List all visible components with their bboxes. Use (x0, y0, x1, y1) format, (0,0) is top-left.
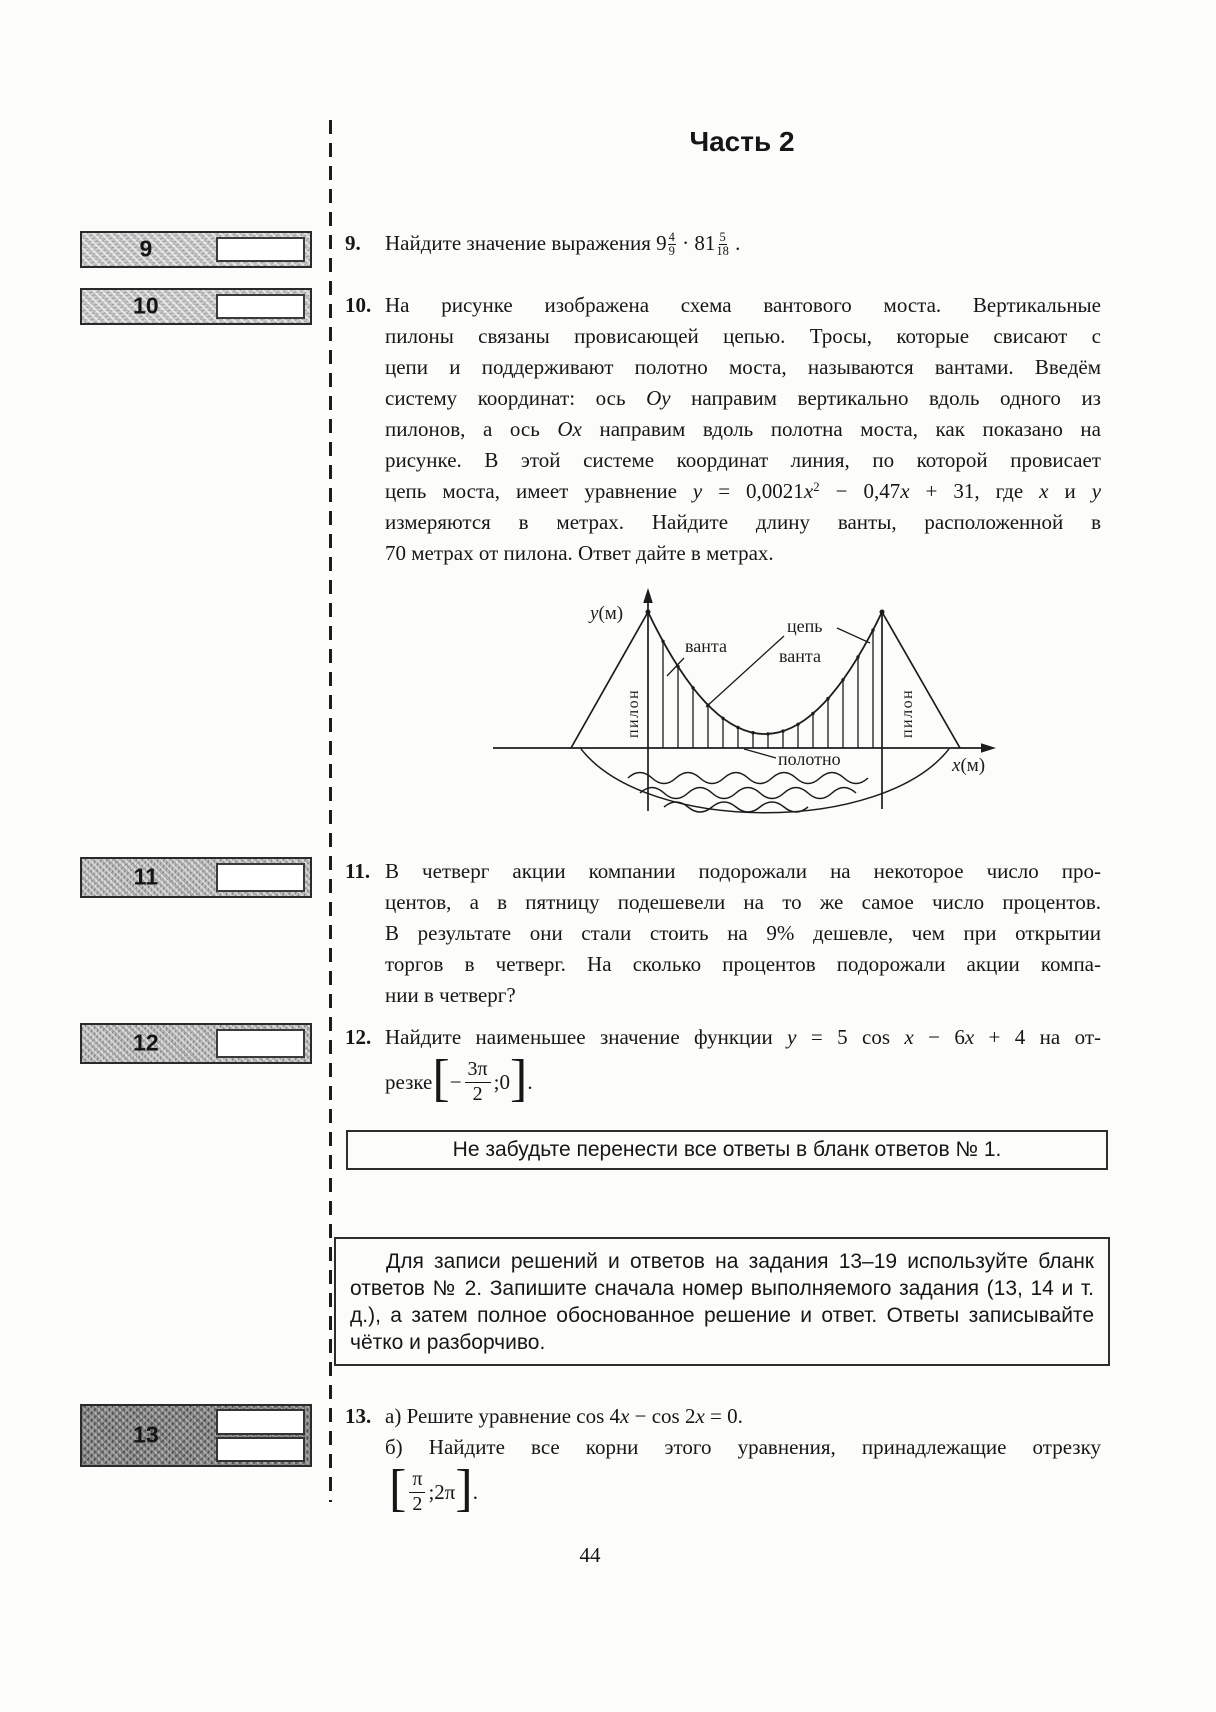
water (581, 749, 949, 813)
math-segment: = 5 cos (796, 1025, 905, 1049)
exponent-fraction (668, 231, 676, 258)
problem-number: 13. (345, 1404, 372, 1428)
line: торгов в четверг. На сколько процентов подорожали акции компа- (385, 952, 1101, 976)
fraction-numerator: 3π (465, 1059, 491, 1083)
interval-end: 2π (434, 1479, 456, 1504)
axis-arrowheads (643, 588, 996, 753)
math-var-y: y (787, 1025, 797, 1049)
math-var-x: x (620, 1404, 630, 1428)
math-var-x: x (695, 1404, 705, 1428)
y-axis-label: y(м) (590, 603, 624, 624)
problem-number: 11. (345, 859, 371, 883)
pylon-left-label: пилон (625, 688, 642, 738)
answer-slot-b (216, 1437, 305, 1463)
math-axis-ox: Ox (557, 417, 582, 441)
text-segment: . (527, 1069, 533, 1094)
problem-number: 12. (345, 1025, 372, 1049)
interval-end: 0 (499, 1069, 510, 1094)
math-base: 9 (656, 231, 667, 255)
answer-slot-a (216, 1409, 305, 1435)
math-segment: Решите уравнение cos 4 (406, 1404, 621, 1428)
chain-pointer-right (837, 628, 870, 643)
answer-box-12 (80, 1023, 312, 1064)
line (385, 476, 1101, 507)
answer-slot (216, 1029, 305, 1058)
answer-slot (216, 294, 305, 319)
interval-row: [ $\frac{\pi}{2}$ ; 2π ] . (389, 1460, 478, 1517)
answer-slot (216, 863, 305, 892)
notice-text: Не забудьте перенести все ответы в бланк ответов № 1. (452, 1138, 1002, 1161)
line (385, 383, 1101, 414)
notice-answers-blank-1 (346, 1130, 1108, 1170)
text-segment: . (472, 1479, 478, 1504)
problem-text (385, 228, 1101, 259)
deck-pointer (744, 749, 776, 758)
line: нии в четверг? (385, 983, 516, 1007)
separator: ; (493, 1069, 500, 1094)
line: центов, а в пятницу подешевели на то же самое число процентов. (385, 890, 1101, 914)
part-a-line (385, 1401, 1101, 1432)
math-segment: = 0. (704, 1404, 743, 1428)
text-segment: и (1048, 479, 1092, 503)
problem-13 (345, 1401, 1101, 1515)
math-axis-oy: Oy (646, 386, 671, 410)
answer-slot-group (216, 1409, 305, 1462)
separator: ; (428, 1479, 435, 1504)
math-segment: − cos 2 (629, 1404, 696, 1428)
answer-box-11 (80, 857, 312, 898)
math-segment: − 0,47 (819, 479, 901, 503)
fraction-numerator: 5 (719, 230, 726, 244)
text-segment: Найдите наименьшее значение функции (385, 1025, 788, 1049)
part-b-line (385, 1432, 1101, 1463)
answer-box-number: 10 (133, 292, 159, 319)
x-axis-arrowhead (981, 743, 996, 752)
answer-box-13 (80, 1404, 312, 1467)
text-segment: резке (385, 1069, 433, 1094)
math-segment: = 0,0021 (702, 479, 804, 503)
bridge-diagram (488, 586, 1018, 846)
problem-text (385, 1022, 1101, 1105)
notice-answers-blank-2: Для записи решений и ответов на задания 13–19 используйте бланк ответов № 2. Запишите сначала номер выполняемого задания (13, 14 и т. д.), а затем полное обоснованное решение и ответ. Ответы записывайте чётко и разборчиво. (334, 1237, 1110, 1366)
text-segment: Найдите значение выражения (385, 231, 657, 255)
problem-text (385, 856, 1101, 1011)
minus-sign: − (449, 1069, 462, 1094)
math-base: 81 (694, 231, 716, 255)
math-var-x: x (904, 1025, 914, 1049)
math-segment: − 6 (913, 1025, 965, 1049)
chain-curve (648, 612, 882, 734)
text-segment: пилонов, а ось (385, 417, 558, 441)
cable-left-label: ванта (685, 636, 727, 656)
deck-label: полотно (778, 749, 841, 769)
math-var-x: x (964, 1025, 975, 1049)
problem-9 (345, 228, 1101, 259)
text-segment: на от- (1025, 1025, 1102, 1049)
part-label: а) (385, 1404, 402, 1428)
wave-1 (628, 773, 868, 784)
answer-box-number: 13 (133, 1421, 159, 1448)
text-segment: , где (974, 479, 1040, 503)
text-segment: направим вертикально вдоль одного из (670, 386, 1101, 410)
chain-label: цепь (787, 616, 823, 636)
text-segment: цепь моста, имеет уравнение (385, 479, 693, 503)
problem-11 (345, 856, 1101, 1011)
math-segment: + 31 (909, 479, 975, 503)
multiplication-dot: · (676, 231, 695, 255)
line: рисунке. В этой системе координат линия, по которой провисает (385, 448, 1101, 472)
problem-12 (345, 1022, 1101, 1105)
text-segment: . (729, 231, 741, 255)
line: В результате они стали стоить на 9% дешевле, чем при открытии (385, 921, 1101, 945)
pylon-right-label: пилон (899, 688, 916, 738)
part-label: б) (385, 1435, 403, 1459)
answer-box-10 (80, 288, 312, 325)
exponent-fraction (716, 231, 729, 258)
fraction-denominator: 2 (472, 1083, 483, 1105)
math-segment: + 4 (974, 1025, 1026, 1049)
x-axis-label: x(м) (952, 755, 986, 776)
problem-number: 9. (345, 231, 361, 255)
problem-text (385, 1401, 1101, 1515)
fraction-numerator: π (409, 1469, 425, 1493)
right-pylon-slant (882, 612, 960, 748)
problem-10 (345, 290, 1101, 569)
wave-2 (640, 788, 856, 799)
line: На рисунке изображена схема вантового моста. Вертикальные (385, 293, 1101, 317)
math-var-x: x (1039, 479, 1049, 503)
answer-box-9 (80, 231, 312, 268)
answer-slot (216, 237, 305, 262)
math-exponent: 2 (813, 479, 820, 494)
line: 70 метрах от пилона. Ответ дайте в метрах. (385, 541, 774, 565)
text-segment: направим вдоль полотна моста, как показано на (581, 417, 1101, 441)
text-segment: Найдите все корни этого уравнения, принадлежащие отрезку (428, 1435, 1101, 1459)
line: В четверг акции компании подорожали на некоторое число про- (385, 859, 1101, 883)
math-var-x: x (900, 479, 910, 503)
math-var-y: y (1091, 479, 1102, 503)
line: цепи и поддерживают полотно моста, называются вантами. Введём (385, 355, 1101, 379)
fraction-denominator: 9 (668, 244, 675, 259)
cable-right-label: ванта (779, 646, 821, 666)
display-fraction (409, 1469, 425, 1515)
math-var-y: y (692, 479, 703, 503)
interval-row: резке [ − $\frac{3\pi}{2}$ ; 0 ] . (385, 1050, 533, 1107)
answer-box-number: 9 (139, 235, 153, 262)
display-fraction (465, 1059, 491, 1105)
answer-box-number: 12 (133, 1029, 159, 1056)
problem-number: 10. (345, 293, 372, 317)
y-axis-arrowhead (643, 588, 653, 603)
page-title: Часть 2 (689, 126, 795, 157)
text-segment: систему координат: ось (385, 386, 647, 410)
line: измеряются в метрах. Найдите длину ванты, расположенной в (385, 510, 1101, 534)
fraction-denominator: 18 (716, 244, 729, 259)
page-number: 44 (579, 1543, 601, 1567)
fraction-denominator: 2 (412, 1493, 423, 1515)
line (385, 414, 1101, 445)
dashed-divider (329, 120, 332, 1502)
fraction-numerator: 4 (668, 230, 675, 244)
problem-text (385, 290, 1101, 569)
line (385, 1022, 1101, 1053)
math-var-x: x (803, 479, 814, 503)
answer-box-number: 11 (133, 863, 158, 890)
wave-3 (664, 802, 808, 812)
line: пилоны связаны провисающей цепью. Тросы, которые свисают с (385, 324, 1101, 348)
